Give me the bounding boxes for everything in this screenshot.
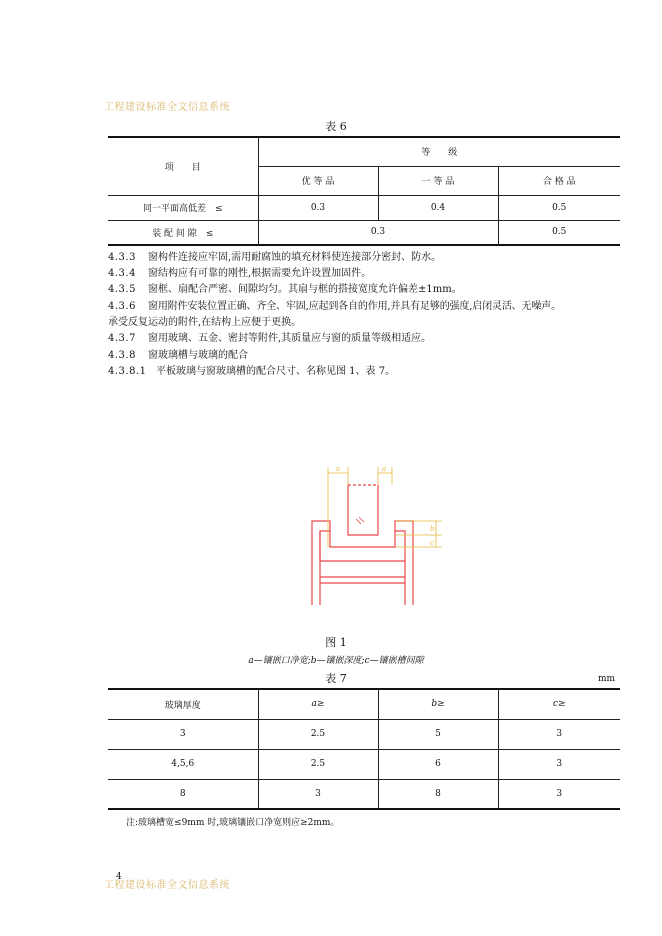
table7 [108,688,620,810]
clause: 4.3.4 窗结构应有可靠的刚性,根据需要允许设置加固件。 [108,268,372,279]
table6-cell: 0.5 [498,195,620,220]
table7-cell: 3 [258,779,378,809]
table6-grade-1: 优 等 品 [258,166,378,195]
table6 [108,136,620,246]
figure1-label-b: b [430,525,435,533]
table6-grade-2: 一 等 品 [378,166,498,195]
figure1-label-c: c [430,539,434,547]
table6-row-label: 同一平面高低差 ≤ [108,195,258,220]
table7-header-c: c≥ [498,689,620,719]
clause: 4.3.6 窗用附件安装位置正确、齐全、牢固,应起到各自的作用,并具有足够的强度,启闭灵活、无噪声。 [108,301,561,312]
clause: 4.3.8 窗玻璃槽与玻璃的配合 [108,350,248,361]
clause: 4.3.3 窗构件连接应牢固,需用耐腐蚀的填充材料使连接部分密封、防水。 [108,252,442,263]
table6-cell: 0.5 [498,220,620,245]
figure1-legend: a—镶嵌口净宽;b—镶嵌深度;c—镶嵌槽间隙 [248,656,424,666]
table7-cell: 3 [498,779,620,809]
table7-cell: 6 [378,749,498,779]
table7-cell: 8 [378,779,498,809]
table7-cell: 3 [498,719,620,749]
clause-continuation: 承受反复运动的附件,在结构上应便于更换。 [108,317,302,328]
table7-cell: 2.5 [258,749,378,779]
table7-cell: 5 [378,719,498,749]
table6-grade-3: 合 格 品 [498,166,620,195]
table7-header-thickness: 玻璃厚度 [108,689,258,719]
table7-caption: 表 7 [325,672,347,685]
page-number: 4 [116,872,122,882]
table7-unit: mm [598,674,616,684]
watermark-top: 工程建设标准全文信息系统 [104,102,230,113]
table6-row-label: 装 配 间 隙 ≤ [108,220,258,245]
table7-cell: 8 [108,779,258,809]
clause: 4.3.7 窗用玻璃、五金、密封等附件,其质量应与窗的质量等级相适应。 [108,333,432,344]
table6-cell-merged: 0.3 [258,220,498,245]
table6-cell: 0.3 [258,195,378,220]
figure1-label-a: a [336,465,341,473]
table7-header-b: b≥ [378,689,498,719]
table6-grade-header: 等 级 [258,137,620,166]
table7-cell: 2.5 [258,719,378,749]
clause: 4.3.5 窗框、扇配合严密、间隙均匀。其扇与框的搭接宽度允许偏差±1mm。 [108,284,462,295]
clause: 4.3.8.1 平板玻璃与窗玻璃槽的配合尺寸、名称见图 1、表 7。 [108,366,396,377]
table7-header-a: a≥ [258,689,378,719]
watermark-bottom: 工程建设标准全文信息系统 [104,880,230,891]
table7-cell: 4,5,6 [108,749,258,779]
table6-cell: 0.4 [378,195,498,220]
table7-cell: 3 [108,719,258,749]
table6-item-header: 项 目 [108,137,258,195]
table7-cell: 3 [498,749,620,779]
figure1-title: 图 1 [325,636,347,649]
table6-caption: 表 6 [325,120,347,133]
table7-note: 注:玻璃槽宽≤9mm 时,玻璃镶嵌口净宽则应≥2mm。 [126,818,340,828]
figure1-drawing [300,455,460,610]
figure1-label-a2: a [382,465,387,473]
